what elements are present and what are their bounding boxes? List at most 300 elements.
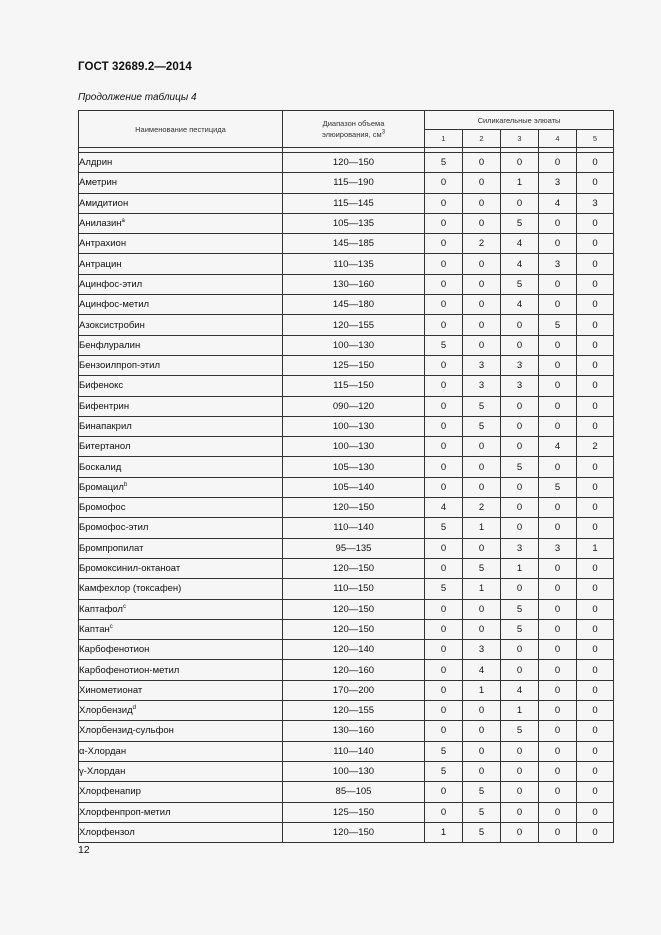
eluate-4-value: 0 <box>539 153 577 173</box>
eluate-3-value: 5 <box>501 619 539 639</box>
eluate-3-value: 0 <box>501 477 539 497</box>
pesticide-name-cell <box>79 173 283 193</box>
elution-range-cell: 120—150 <box>283 498 425 518</box>
eluate-5-value: 0 <box>577 254 614 274</box>
eluate-2-value: 5 <box>463 822 501 842</box>
eluate-1-value: 0 <box>425 477 463 497</box>
eluate-2-value: 5 <box>463 416 501 436</box>
eluate-5-value: 0 <box>577 477 614 497</box>
eluate-3-value: 0 <box>501 416 539 436</box>
eluate-2-value: 0 <box>463 335 501 355</box>
pesticide-name: Хлорбензид-сульфон <box>79 725 174 737</box>
eluate-4-value: 0 <box>539 680 577 700</box>
pesticide-name: Аметрин <box>79 177 118 189</box>
elution-range-cell: 105—135 <box>283 213 425 233</box>
table-row <box>79 741 614 761</box>
table-row <box>79 822 614 842</box>
elution-range-cell: 125—150 <box>283 355 425 375</box>
eluate-3-value: 5 <box>501 721 539 741</box>
eluate-3-value: 5 <box>501 213 539 233</box>
eluate-5-value: 0 <box>577 680 614 700</box>
pesticide-name: Бенфлуралин <box>79 339 141 351</box>
eluate-5-value: 0 <box>577 295 614 315</box>
eluate-3-value: 4 <box>501 234 539 254</box>
eluate-4-value: 0 <box>539 619 577 639</box>
eluate-2-value: 5 <box>463 782 501 802</box>
eluate-3-value: 5 <box>501 599 539 619</box>
eluate-1-value: 0 <box>425 538 463 558</box>
eluate-4-value: 3 <box>539 254 577 274</box>
eluate-5-value: 0 <box>577 741 614 761</box>
eluate-2-value: 5 <box>463 558 501 578</box>
pesticide-name-cell <box>79 335 283 355</box>
pesticide-name: Карбофенотион-метил <box>79 664 180 676</box>
eluate-2-value: 0 <box>463 213 501 233</box>
eluate-5-value: 0 <box>577 416 614 436</box>
range-header-line1: Диапазон объема <box>322 119 385 128</box>
eluate-2-value: 3 <box>463 376 501 396</box>
eluate-3-value: 0 <box>501 579 539 599</box>
elution-range-cell: 145—180 <box>283 295 425 315</box>
eluate-1-value: 0 <box>425 802 463 822</box>
eluate-4-value: 0 <box>539 761 577 781</box>
table-row <box>79 619 614 639</box>
pesticide-name: Бромофос <box>79 502 126 514</box>
eluate-4-value: 0 <box>539 416 577 436</box>
pesticide-name: Боскалид <box>79 461 122 473</box>
table-row <box>79 234 614 254</box>
eluate-2-value: 0 <box>463 315 501 335</box>
eluate-2-value: 2 <box>463 498 501 518</box>
eluate-1-value: 0 <box>425 437 463 457</box>
eluate-2-value: 2 <box>463 234 501 254</box>
eluate-1-value: 0 <box>425 599 463 619</box>
column-header-pesticide-name: Наименование пестицида <box>79 111 283 148</box>
elution-range-cell: 120—150 <box>283 153 425 173</box>
eluate-2-value: 1 <box>463 579 501 599</box>
pesticide-name: Бифентрин <box>79 400 130 412</box>
table-row <box>79 416 614 436</box>
document-title: ГОСТ 32689.2—2014 <box>78 61 192 73</box>
eluate-5-value: 0 <box>577 355 614 375</box>
eluate-3-value: 0 <box>501 761 539 781</box>
pesticide-name-cell <box>79 254 283 274</box>
table-row <box>79 660 614 680</box>
pesticide-name: Ацинфос-метил <box>79 299 150 311</box>
table-row <box>79 599 614 619</box>
eluate-3-value: 0 <box>501 498 539 518</box>
elution-range-cell: 115—150 <box>283 376 425 396</box>
pesticide-name: Хинометионат <box>79 684 143 696</box>
pesticide-name: Хлорбензид <box>79 705 133 717</box>
pesticide-name-cell <box>79 396 283 416</box>
eluate-3-value: 1 <box>501 701 539 721</box>
footnote-marker: c <box>109 623 113 630</box>
table-row <box>79 193 614 213</box>
eluate-4-value: 0 <box>539 660 577 680</box>
eluate-5-value: 1 <box>577 538 614 558</box>
eluate-5-value: 0 <box>577 213 614 233</box>
table-row <box>79 437 614 457</box>
elution-range-cell: 110—135 <box>283 254 425 274</box>
eluate-2-value: 4 <box>463 660 501 680</box>
eluate-5-value: 0 <box>577 558 614 578</box>
eluate-4-value: 0 <box>539 295 577 315</box>
eluate-5-value: 0 <box>577 701 614 721</box>
eluate-1-value: 0 <box>425 274 463 294</box>
eluate-1-value: 1 <box>425 822 463 842</box>
eluate-1-value: 0 <box>425 619 463 639</box>
eluate-2-value: 0 <box>463 173 501 193</box>
pesticide-name: Анилазин <box>79 218 122 230</box>
elution-range-cell: 110—140 <box>283 518 425 538</box>
pesticide-name-cell <box>79 416 283 436</box>
pesticide-name-cell <box>79 193 283 213</box>
table-row <box>79 213 614 233</box>
eluate-1-value: 0 <box>425 315 463 335</box>
footnote-marker: d <box>132 705 136 711</box>
eluate-1-value: 0 <box>425 558 463 578</box>
eluate-4-value: 0 <box>539 335 577 355</box>
eluate-5-value: 0 <box>577 518 614 538</box>
table-row <box>79 396 614 416</box>
pesticide-name: Антрацин <box>79 258 122 270</box>
eluate-3-value: 1 <box>501 558 539 578</box>
table-row <box>79 579 614 599</box>
eluate-3-value: 4 <box>501 295 539 315</box>
eluate-1-value: 0 <box>425 376 463 396</box>
table-row <box>79 721 614 741</box>
pesticide-name-cell <box>79 579 283 599</box>
eluate-2-value: 0 <box>463 538 501 558</box>
eluate-5-value: 3 <box>577 193 614 213</box>
table-body <box>79 148 614 843</box>
pesticide-name-cell <box>79 619 283 639</box>
eluate-5-value: 0 <box>577 234 614 254</box>
eluate-4-value: 5 <box>539 315 577 335</box>
elution-range-cell: 120—150 <box>283 558 425 578</box>
elution-range-cell: 145—185 <box>283 234 425 254</box>
elution-range-cell: 110—140 <box>283 741 425 761</box>
eluate-5-value: 0 <box>577 782 614 802</box>
eluate-3-value: 3 <box>501 355 539 375</box>
elution-range-cell: 120—150 <box>283 822 425 842</box>
pesticide-name: α-Хлордан <box>79 745 127 757</box>
eluate-2-value: 1 <box>463 680 501 700</box>
table-row <box>79 295 614 315</box>
eluate-4-value: 3 <box>539 538 577 558</box>
eluate-3-value: 4 <box>501 254 539 274</box>
pesticide-name: γ-Хлордан <box>79 766 126 778</box>
pesticide-name: Камфехлор (токсафен) <box>79 583 182 595</box>
pesticide-name: Карбофенотион <box>79 644 150 656</box>
elution-range-cell: 100—130 <box>283 416 425 436</box>
eluate-5-value: 0 <box>577 335 614 355</box>
pesticide-name-cell <box>79 761 283 781</box>
eluate-2-value: 0 <box>463 721 501 741</box>
eluate-1-value: 0 <box>425 355 463 375</box>
eluate-2-value: 0 <box>463 254 501 274</box>
eluate-4-value: 4 <box>539 437 577 457</box>
eluate-2-value: 5 <box>463 802 501 822</box>
eluate-1-value: 0 <box>425 234 463 254</box>
pesticide-name: Бифенокс <box>79 380 124 392</box>
eluate-1-value: 0 <box>425 396 463 416</box>
eluate-3-value: 0 <box>501 741 539 761</box>
pesticide-name-cell <box>79 457 283 477</box>
eluate-4-value: 0 <box>539 579 577 599</box>
eluate-1-value: 0 <box>425 640 463 660</box>
eluate-5-value: 0 <box>577 660 614 680</box>
pesticide-name-cell <box>79 498 283 518</box>
elution-range-cell: 95—135 <box>283 538 425 558</box>
eluate-1-value: 5 <box>425 741 463 761</box>
eluate-5-value: 0 <box>577 721 614 741</box>
eluate-4-value: 0 <box>539 396 577 416</box>
pesticide-name-cell <box>79 822 283 842</box>
eluate-1-value: 0 <box>425 457 463 477</box>
elution-range-cell: 105—130 <box>283 457 425 477</box>
table-row <box>79 335 614 355</box>
eluate-1-value: 0 <box>425 193 463 213</box>
pesticide-name-cell <box>79 274 283 294</box>
range-header-unit-sup: 3 <box>381 129 386 136</box>
pesticide-name-cell <box>79 701 283 721</box>
eluate-2-value: 0 <box>463 193 501 213</box>
eluate-5-value: 0 <box>577 619 614 639</box>
pesticide-name: Каптан <box>79 623 110 635</box>
table-row <box>79 701 614 721</box>
eluate-5-value: 0 <box>577 822 614 842</box>
pesticide-name: Каптафол <box>79 603 123 615</box>
eluate-5-value: 0 <box>577 153 614 173</box>
eluate-5-value: 0 <box>577 457 614 477</box>
eluate-3-value: 0 <box>501 802 539 822</box>
pesticide-name-cell <box>79 599 283 619</box>
elution-range-cell: 105—140 <box>283 477 425 497</box>
pesticide-name-cell <box>79 518 283 538</box>
eluate-3-value: 0 <box>501 822 539 842</box>
elution-range-cell: 120—160 <box>283 660 425 680</box>
pesticide-name: Ацинфос-этил <box>79 278 143 290</box>
eluate-4-value: 0 <box>539 234 577 254</box>
eluate-2-value: 0 <box>463 741 501 761</box>
eluate-1-value: 5 <box>425 518 463 538</box>
footnote-marker: b <box>123 481 128 488</box>
pesticide-name-cell <box>79 213 283 233</box>
pesticide-name: Хлорфенапир <box>79 786 141 798</box>
table-row <box>79 173 614 193</box>
eluate-3-value: 0 <box>501 660 539 680</box>
eluate-3-value: 0 <box>501 396 539 416</box>
eluate-2-value: 0 <box>463 457 501 477</box>
range-header-line2: элюирования, см <box>321 130 382 139</box>
table-row <box>79 640 614 660</box>
page-number: 12 <box>78 844 90 856</box>
table-row <box>79 254 614 274</box>
elution-range-cell: 115—145 <box>283 193 425 213</box>
eluate-2-value: 0 <box>463 761 501 781</box>
pesticide-name: Бензоилпроп-этил <box>79 360 161 372</box>
eluate-4-value: 0 <box>539 355 577 375</box>
eluate-3-value: 0 <box>501 782 539 802</box>
table-row <box>79 680 614 700</box>
pesticide-name: Хлорфенпроп-метил <box>79 806 171 818</box>
elution-range-cell: 120—155 <box>283 701 425 721</box>
table-row <box>79 315 614 335</box>
elution-range-cell: 125—150 <box>283 802 425 822</box>
eluate-5-value: 0 <box>577 640 614 660</box>
footnote-marker: c <box>122 603 126 610</box>
eluate-1-value: 0 <box>425 173 463 193</box>
eluate-4-value: 0 <box>539 741 577 761</box>
pesticide-name: Бромацил <box>79 481 124 493</box>
pesticide-name-cell <box>79 558 283 578</box>
eluate-3-value: 0 <box>501 640 539 660</box>
eluate-4-value: 0 <box>539 518 577 538</box>
eluate-2-value: 0 <box>463 274 501 294</box>
eluate-1-value: 0 <box>425 213 463 233</box>
eluate-1-value: 0 <box>425 680 463 700</box>
elution-range-cell: 85—105 <box>283 782 425 802</box>
eluate-5-value: 2 <box>577 437 614 457</box>
eluate-number-header: 4 <box>539 130 577 148</box>
eluate-2-value: 0 <box>463 477 501 497</box>
eluate-5-value: 0 <box>577 579 614 599</box>
eluate-4-value: 0 <box>539 457 577 477</box>
elution-range-cell: 120—155 <box>283 315 425 335</box>
eluate-5-value: 0 <box>577 802 614 822</box>
pesticide-name: Антрахион <box>79 238 127 250</box>
column-header-silica-eluates: Силикагельные элюаты <box>425 111 614 130</box>
pesticide-name-cell <box>79 153 283 173</box>
eluate-4-value: 0 <box>539 376 577 396</box>
eluate-number-header: 3 <box>501 130 539 148</box>
elution-range-cell: 120—140 <box>283 640 425 660</box>
table-row <box>79 274 614 294</box>
pesticide-name-cell <box>79 295 283 315</box>
eluate-4-value: 0 <box>539 274 577 294</box>
table-row <box>79 477 614 497</box>
eluate-2-value: 0 <box>463 619 501 639</box>
eluate-2-value: 1 <box>463 518 501 538</box>
eluate-4-value: 0 <box>539 213 577 233</box>
eluate-1-value: 0 <box>425 254 463 274</box>
elution-range-cell: 170—200 <box>283 680 425 700</box>
elution-range-cell: 110—150 <box>283 579 425 599</box>
eluate-4-value: 3 <box>539 173 577 193</box>
pesticide-name-cell <box>79 376 283 396</box>
table-row <box>79 376 614 396</box>
pesticide-name-cell <box>79 640 283 660</box>
table-row <box>79 802 614 822</box>
pesticide-name: Бромоксинил-октаноат <box>79 563 181 575</box>
eluate-number-header: 2 <box>463 130 501 148</box>
elution-range-cell: 115—190 <box>283 173 425 193</box>
pesticide-name: Бинапакрил <box>79 421 132 432</box>
table-row <box>79 761 614 781</box>
eluate-2-value: 0 <box>463 295 501 315</box>
eluate-3-value: 0 <box>501 518 539 538</box>
pesticide-name-cell <box>79 437 283 457</box>
eluate-3-value: 0 <box>501 153 539 173</box>
eluate-1-value: 0 <box>425 701 463 721</box>
eluate-5-value: 0 <box>577 173 614 193</box>
eluate-1-value: 4 <box>425 498 463 518</box>
table-row <box>79 355 614 375</box>
pesticide-name-cell <box>79 782 283 802</box>
eluate-3-value: 5 <box>501 457 539 477</box>
table-row <box>79 457 614 477</box>
eluate-2-value: 3 <box>463 355 501 375</box>
table-row <box>79 153 614 173</box>
elution-range-cell: 120—150 <box>283 599 425 619</box>
eluate-5-value: 0 <box>577 498 614 518</box>
eluate-4-value: 0 <box>539 640 577 660</box>
eluate-4-value: 4 <box>539 193 577 213</box>
eluate-4-value: 0 <box>539 721 577 741</box>
eluate-2-value: 0 <box>463 599 501 619</box>
eluate-1-value: 0 <box>425 660 463 680</box>
eluate-1-value: 0 <box>425 295 463 315</box>
eluate-3-value: 3 <box>501 376 539 396</box>
eluate-3-value: 4 <box>501 680 539 700</box>
pesticide-name: Амидитион <box>79 197 129 209</box>
pesticide-name-cell <box>79 660 283 680</box>
eluate-number-header: 1 <box>425 130 463 148</box>
eluate-3-value: 5 <box>501 274 539 294</box>
elution-range-cell: 130—160 <box>283 721 425 741</box>
eluate-5-value: 0 <box>577 376 614 396</box>
eluate-5-value: 0 <box>577 396 614 416</box>
eluate-4-value: 0 <box>539 599 577 619</box>
pesticide-name-cell <box>79 315 283 335</box>
eluate-3-value: 0 <box>501 335 539 355</box>
eluate-number-header: 5 <box>577 130 614 148</box>
eluate-4-value: 0 <box>539 802 577 822</box>
eluate-3-value: 0 <box>501 437 539 457</box>
table-continuation-caption: Продолжение таблицы 4 <box>78 92 197 103</box>
pesticide-name: Хлорфензол <box>79 826 135 838</box>
column-header-elution-range <box>283 111 425 148</box>
eluate-4-value: 5 <box>539 477 577 497</box>
pesticide-name: Алдрин <box>79 157 113 169</box>
pesticide-name: Азоксистробин <box>79 319 145 331</box>
eluate-3-value: 1 <box>501 173 539 193</box>
eluate-3-value: 3 <box>501 538 539 558</box>
eluate-1-value: 0 <box>425 782 463 802</box>
eluate-3-value: 0 <box>501 193 539 213</box>
eluate-4-value: 0 <box>539 558 577 578</box>
pesticide-name-cell <box>79 538 283 558</box>
eluate-5-value: 0 <box>577 315 614 335</box>
elution-range-cell: 100—130 <box>283 437 425 457</box>
eluate-1-value: 5 <box>425 761 463 781</box>
eluate-1-value: 5 <box>425 579 463 599</box>
eluate-1-value: 5 <box>425 335 463 355</box>
eluate-4-value: 0 <box>539 701 577 721</box>
eluate-1-value: 5 <box>425 153 463 173</box>
elution-range-cell: 090—120 <box>283 396 425 416</box>
table-row <box>79 782 614 802</box>
footnote-marker: a <box>121 217 125 224</box>
pesticide-name-cell <box>79 802 283 822</box>
pesticide-elution-table <box>78 110 614 843</box>
eluate-5-value: 0 <box>577 599 614 619</box>
eluate-4-value: 0 <box>539 498 577 518</box>
elution-range-cell: 100—130 <box>283 335 425 355</box>
pesticide-name: Бромпропилат <box>79 542 144 554</box>
